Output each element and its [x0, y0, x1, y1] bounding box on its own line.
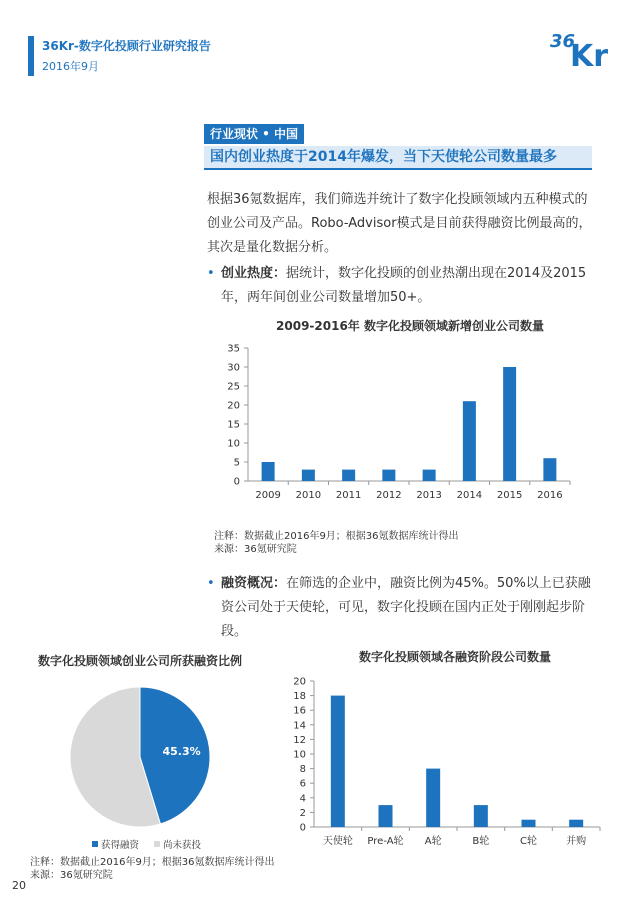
chart1-bar: [382, 470, 395, 481]
report-date: 2016年9月: [42, 60, 99, 73]
chart1-bar: [543, 458, 556, 481]
legend-swatch: [92, 841, 98, 847]
chart1-y-tick-label: 25: [227, 381, 240, 393]
bullet-financing: [207, 572, 597, 644]
chart3-x-tick-label: A轮: [424, 836, 442, 847]
chart3-y-tick-label: 12: [293, 734, 306, 746]
chart1-y-tick-label: 0: [233, 476, 240, 488]
chart1-x-tick-label: 2009: [255, 490, 281, 501]
chart3-y-tick-label: 18: [293, 691, 306, 703]
chart2-title: 数字化投顾领域创业公司所获融资比例: [37, 654, 242, 668]
svg-text:Kr: Kr: [570, 39, 609, 68]
chart3-bar: [474, 805, 488, 827]
chart3-bar: [379, 805, 393, 827]
header-accent-bar: [28, 36, 34, 76]
chart-financing-ratio: [40, 672, 260, 862]
bullet-text: 据统计，数字化投顾的创业热潮出现在2014及2015年，两年间创业公司数量增加50+。: [221, 266, 587, 305]
chart1-source-line: 来源：36氪研究院: [214, 544, 297, 555]
chart1-y-tick-label: 15: [227, 419, 240, 431]
chart3-bar: [426, 769, 440, 827]
report-title: 36Kr-数字化投顾行业研究报告: [42, 39, 211, 53]
chart1-x-tick-label: 2014: [456, 490, 483, 501]
chart1-bar: [503, 367, 516, 481]
chart2-note-line: 注释：数据截止2016年9月；根据36氪数据库统计得出: [30, 857, 275, 868]
chart1-x-tick-label: 2012: [376, 490, 402, 501]
chart-funding-stages: [280, 668, 620, 858]
chart3-x-tick-label: 天使轮: [322, 836, 353, 847]
chart1-bar: [262, 462, 275, 481]
bullet-dot: •: [207, 576, 215, 591]
chart1-x-tick-label: 2011: [335, 490, 362, 501]
legend-swatch: [154, 841, 160, 847]
chart3-y-tick-label: 16: [293, 705, 306, 717]
legend-label: 尚未获投: [163, 840, 202, 851]
chart1-y-tick-label: 35: [227, 343, 240, 355]
chart2-source-line: 来源：36氪研究院: [30, 870, 113, 881]
chart1-note-line: 注释：数据截止2016年9月；根据36氪数据库统计得出: [214, 531, 459, 542]
chart2-note: [30, 856, 275, 882]
chart3-x-tick-label: C轮: [520, 836, 537, 847]
chart3-x-tick-label: Pre-A轮: [367, 836, 404, 847]
chart3-bar: [522, 820, 536, 827]
chart3-x-tick-label: 并购: [566, 836, 587, 847]
chart1-y-tick-label: 30: [227, 362, 240, 374]
chart3-y-tick-label: 8: [299, 764, 306, 776]
page-number: 20: [12, 879, 26, 892]
chart1-bar: [302, 470, 315, 481]
chart1-bar: [423, 470, 436, 481]
pie-data-label: 45.3%: [162, 744, 201, 758]
legend-label: 获得融资: [101, 840, 140, 851]
chart3-bar: [569, 820, 583, 827]
bullet-label: 创业热度：: [221, 266, 287, 281]
bullet-text: 在筛选的企业中，融资比例为45%。50%以上已获融资公司处于天使轮，可见，数字化投顾在国内正处于刚刚起步阶段。: [221, 576, 591, 639]
bullet-startup-heat: [207, 262, 597, 310]
chart3-y-tick-label: 14: [293, 720, 306, 732]
chart1-x-tick-label: 2015: [496, 490, 523, 501]
svg-text:36: 36: [550, 31, 576, 52]
section-heading: 国内创业热度于2014年爆发，当下天使轮公司数量最多: [204, 146, 592, 170]
chart1-bar: [342, 470, 355, 481]
chart1-y-tick-label: 20: [227, 400, 240, 412]
chart3-y-tick-label: 20: [293, 676, 306, 688]
intro-paragraph: 根据36氪数据库，我们筛选并统计了数字化投顾领域内五种模式的创业公司及产品。Robo-Advisor模式是目前获得融资比例最高的，其次是量化数据分析。: [207, 192, 592, 255]
chart1-title: 2009-2016年 数字化投顾领域新增创业公司数量: [276, 319, 544, 333]
chart3-y-tick-label: 0: [299, 822, 306, 834]
logo-graphic: [548, 28, 620, 68]
chart3-y-tick-label: 6: [299, 778, 306, 790]
chart1-note: [214, 530, 459, 556]
chart3-x-tick-label: B轮: [472, 836, 490, 847]
chart3-y-tick-label: 2: [299, 807, 306, 819]
chart3-bar: [331, 696, 345, 827]
bullet-label: 融资概况：: [221, 576, 287, 591]
chart3-title: 数字化投顾领域各融资阶段公司数量: [358, 650, 551, 664]
chart1-x-tick-label: 2016: [537, 490, 563, 501]
section-tag: 行业现状 • 中国: [204, 124, 304, 144]
chart1-y-tick-label: 10: [227, 438, 240, 450]
chart3-y-tick-label: 10: [293, 749, 306, 761]
chart1-x-tick-label: 2010: [295, 490, 322, 501]
chart3-y-tick-label: 4: [299, 793, 306, 805]
chart-new-startups: [210, 340, 590, 510]
chart1-y-tick-label: 5: [233, 457, 240, 469]
bullet-dot: •: [207, 266, 215, 281]
logo-36kr: [548, 28, 620, 68]
chart1-x-tick-label: 2013: [416, 490, 442, 501]
chart1-bar: [463, 401, 476, 481]
